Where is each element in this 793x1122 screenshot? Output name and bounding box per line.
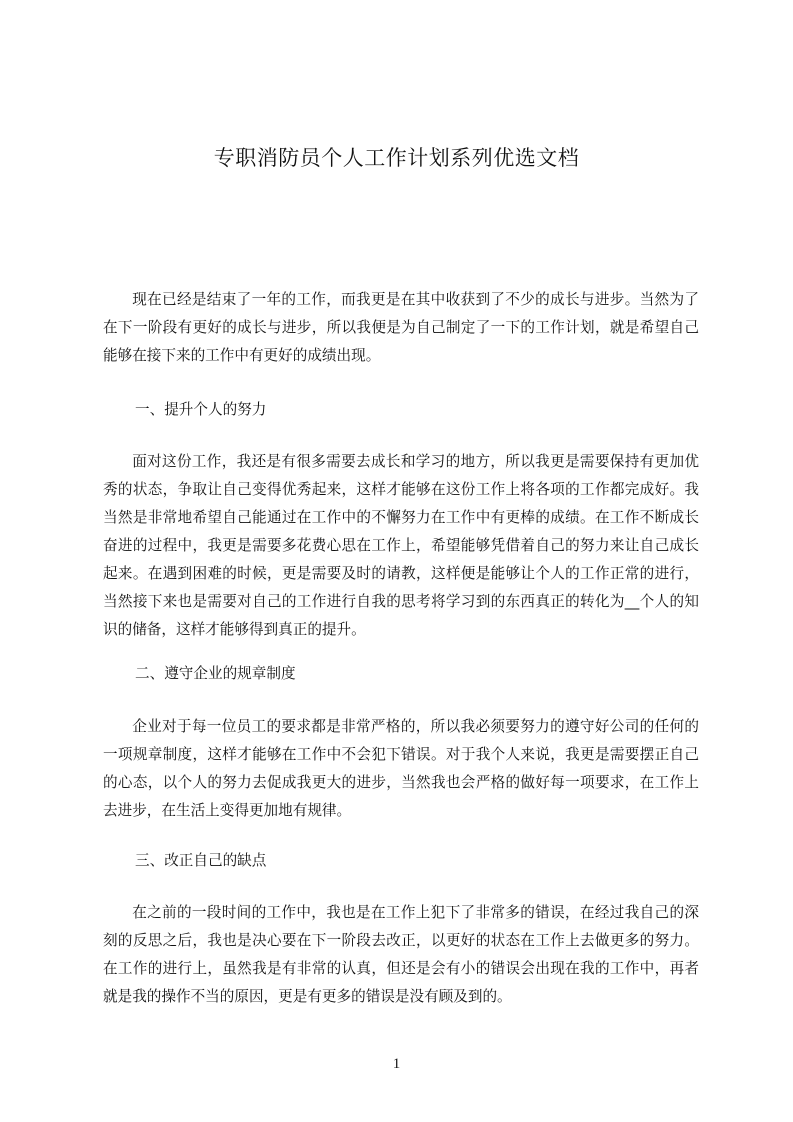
section-body-2: 企业对于每一位员工的要求都是非常严格的，所以我必须要努力的遵守好公司的任何的一项规章制度，这样才能够在工作中不会犯下错误。对于我个人来说，我更是需要摆正自己的心态，以个人的努力去促成我更大的进步，当然我也会严格的做好每一项要求，在工作上去进步，在生活上变得更加地有规律。: [103, 718, 699, 819]
document-title: 专职消防员个人工作计划系列优选文档: [213, 146, 580, 170]
section-body-3: 在之前的一段时间的工作中，我也是在工作上犯下了非常多的错误，在经过我自己的深刻的反思之后，我也是决心要在下一阶段去改正，以更好的状态在工作上去做更多的努力。在工作的进行上，虽然我是有非常的认真，但还是会有小的错误会出现在我的工作中，再者就是我的操作不当的原因，更是有更多的错误是没有顾及到的。: [103, 904, 699, 1005]
section-heading-1: 一、提升个人的努力: [135, 401, 267, 418]
section-heading-3: 三、改正自己的缺点: [135, 852, 267, 869]
intro-paragraph: 现在已经是结束了一年的工作，而我更是在其中收获到了不少的成长与进步。当然为了在下一阶段有更好的成长与进步，所以我便是为自己制定了一下的工作计划，就是希望自己能够在接下来的工作中有更好的成绩出现。: [103, 291, 699, 364]
page-number: 1: [392, 1056, 401, 1072]
section-body-1: 面对这份工作，我还是有很多需要去成长和学习的地方，所以我更是需要保持有更加优秀的状态，争取让自己变得优秀起来，这样才能够在这份工作上将各项的工作都完成好。我当然是非常地希望自己能通过在工作中的不懈努力在工作中有更棒的成绩。在工作不断成长奋进的过程中，我更是需要多花费心思在工作上，希望能够凭借着自己的努力来让自己成长起来。在遇到困难的时候，更是需要及时的请教，这样便是能够让个人的工作正常的进行，当然接下来也是需要对自己的工作进行自我的思考将学习到的东西真正的转化为__个人的知识的储备，这样才能够得到真正的提升。: [103, 453, 699, 638]
section-heading-2: 二、遵守企业的规章制度: [135, 665, 296, 682]
